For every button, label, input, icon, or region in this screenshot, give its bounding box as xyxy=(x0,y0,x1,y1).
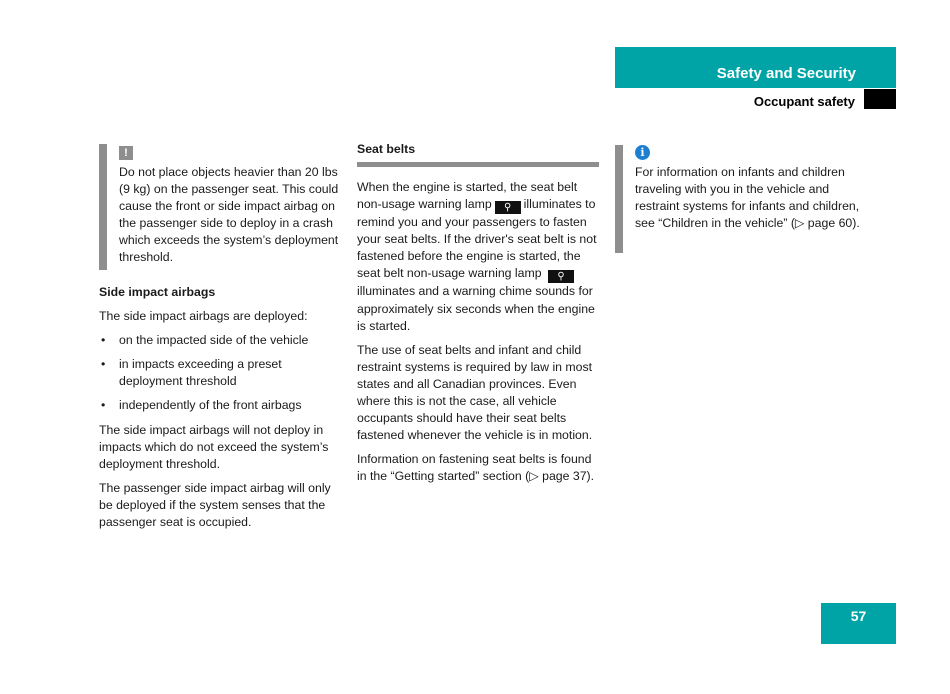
seat-belts-para-2: The use of seat belts and infant and child restraint systems is required by law in most states and all Canadian provinces. Even where this is not the case, all vehicle occupants should have their seat belts fastened whenever the vehicle is in motion. xyxy=(357,342,593,443)
warning-icon: ! xyxy=(119,146,133,160)
page-number-box xyxy=(821,603,896,644)
section-header-bar xyxy=(615,47,896,88)
side-impact-heading: Side impact airbags xyxy=(99,285,216,299)
bullet-icon: • xyxy=(101,333,106,348)
seat-belt-warning-lamp-icon: ⚲ xyxy=(495,201,521,214)
page-number: 57 xyxy=(850,608,867,624)
side-impact-para-2: The passenger side impact airbag will only be deployed if the system senses that the passenger seat is occupied. xyxy=(99,480,331,530)
warning-text: Do not place objects heavier than 20 lbs (9 kg) on the passenger seat. This could cause the front or side impact airbag on the passenger side to deploy in a crash which exceeds the system’s deployment threshold. xyxy=(119,165,339,265)
side-impact-para-1: The side impact airbags will not deploy in impacts which do not exceed the system’s deployment threshold. xyxy=(99,422,329,471)
info-box xyxy=(635,144,861,232)
info-icon: i xyxy=(635,145,650,160)
seat-belts-para-1: When the engine is started, the seat belt non-usage warning lamp ⚲ illuminates to remind you and your passengers to fasten your seat belts. If the driver's seat belt is not fastened before the engine is started, the seat belt non-usage warning lamp ⚲illuminates and a warning chime sounds for approximately six seconds when the engine is started. xyxy=(357,180,597,333)
bullet-icon: • xyxy=(101,357,106,372)
subsection-marker xyxy=(864,89,896,109)
list-item: • on the impacted side of the vehicle xyxy=(99,332,341,349)
warning-box xyxy=(119,144,339,267)
warning-bar xyxy=(99,144,107,270)
seat-belts-section xyxy=(357,141,599,493)
side-impact-section xyxy=(99,284,341,538)
seat-belts-heading: Seat belts xyxy=(357,141,599,167)
side-impact-list xyxy=(99,332,341,414)
seat-belt-warning-lamp-icon: ⚲ xyxy=(548,270,574,283)
seat-belts-para-3: Information on fastening seat belts is found in the “Getting started” section (▷ page 37). xyxy=(357,452,595,484)
section-title: Safety and Security xyxy=(716,65,856,82)
list-item: • in impacts exceeding a preset deployment threshold xyxy=(101,357,282,389)
info-text: For information on infants and children traveling with you in the vehicle and restraint systems for infants and children, see “Children in the vehicle” (▷ page 60). xyxy=(635,165,860,231)
subsection-title: Occupant safety xyxy=(753,94,855,109)
list-item: • independently of the front airbags xyxy=(99,397,341,414)
info-bar xyxy=(615,145,623,253)
side-impact-intro: The side impact airbags are deployed: xyxy=(99,309,308,324)
bullet-icon: • xyxy=(101,398,106,413)
